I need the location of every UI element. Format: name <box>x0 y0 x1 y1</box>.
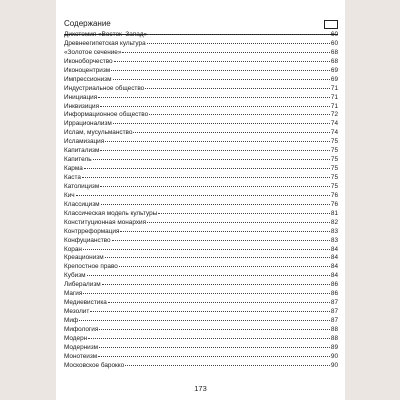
toc-entry-title: Карма <box>64 165 83 173</box>
toc-entry <box>64 111 338 120</box>
toc-entry-leader <box>120 231 329 232</box>
header-box-icon <box>324 20 338 29</box>
toc-entry-page: 88 <box>330 325 338 333</box>
toc-entry-page: 71 <box>330 102 338 110</box>
toc-list <box>64 31 338 371</box>
toc-entry-title: Классицизм <box>64 200 100 208</box>
toc-entry-leader <box>101 204 330 205</box>
toc-entry <box>64 219 338 228</box>
toc-entry-leader <box>84 168 330 169</box>
toc-entry-page: 75 <box>330 147 338 155</box>
toc-entry <box>64 40 338 49</box>
toc-entry-title: Информационное общество <box>64 111 149 119</box>
toc-entry-leader <box>98 97 330 98</box>
toc-entry-title: Магия <box>64 290 83 298</box>
toc-entry-page: 71 <box>330 93 338 101</box>
toc-entry-page: 74 <box>330 129 338 137</box>
toc-entry-title: Иконоцентризм <box>64 66 111 74</box>
toc-entry-leader <box>113 123 330 124</box>
toc-entry-leader <box>122 52 329 53</box>
toc-entry <box>64 58 338 67</box>
toc-entry-leader <box>114 61 330 62</box>
toc-entry-leader <box>83 249 330 250</box>
toc-entry-page: 87 <box>330 317 338 324</box>
toc-entry-page: 69 <box>330 75 338 83</box>
toc-entry-page: 60 <box>330 39 338 47</box>
toc-entry <box>64 67 338 76</box>
toc-entry <box>64 281 338 290</box>
toc-entry-leader <box>113 79 330 80</box>
toc-entry-page: 86 <box>330 281 338 289</box>
book-page <box>56 0 345 400</box>
toc-entry-title: Индустриальное общество <box>64 84 145 92</box>
toc-entry-page: 83 <box>330 227 338 235</box>
toc-entry-title: Каста <box>64 174 81 181</box>
toc-entry <box>64 85 338 94</box>
toc-entry <box>64 165 338 174</box>
toc-entry-page: 74 <box>330 120 338 128</box>
toc-entry-leader <box>87 275 330 276</box>
toc-entry-title: Медиевистика <box>64 299 107 307</box>
toc-entry-title: Капитель <box>64 156 92 164</box>
toc-entry <box>64 210 338 219</box>
toc-entry-title: Импрессионизм <box>64 75 112 83</box>
toc-entry-page: 83 <box>330 236 338 244</box>
toc-entry-leader <box>105 257 330 258</box>
toc-entry-page: 72 <box>330 111 338 119</box>
toc-entry-leader <box>147 43 330 44</box>
toc-entry-title: Модернизм <box>64 343 99 351</box>
toc-entry-page: 68 <box>330 48 338 56</box>
toc-entry-leader <box>93 159 330 160</box>
toc-entry-leader <box>100 150 330 151</box>
toc-entry-title: Московское барокко <box>64 361 125 369</box>
toc-entry-leader <box>133 132 330 133</box>
toc-entry <box>64 246 338 255</box>
toc-entry-leader <box>105 141 330 142</box>
toc-entry-title: Миф <box>64 317 79 324</box>
toc-entry-leader <box>82 177 330 178</box>
toc-entry <box>64 94 338 103</box>
toc-entry-leader <box>158 213 330 214</box>
toc-entry-leader <box>83 293 330 294</box>
toc-entry-page: 89 <box>330 343 338 351</box>
toc-entry <box>64 201 338 210</box>
toc-entry-leader <box>108 302 330 303</box>
toc-entry-leader <box>76 195 330 196</box>
toc-entry <box>64 228 338 237</box>
toc-entry-leader <box>100 106 330 107</box>
toc-entry-leader <box>90 311 330 312</box>
toc-entry <box>64 308 338 317</box>
toc-entry-title: Иррационализм <box>64 120 112 128</box>
page-number: 173 <box>194 384 207 393</box>
toc-entry-leader <box>79 320 330 321</box>
toc-entry-page: 90 <box>330 352 338 360</box>
toc-entry <box>64 290 338 299</box>
toc-entry-title: Конституционная монархия <box>64 218 147 226</box>
toc-entry-page: 75 <box>330 165 338 173</box>
toc-entry <box>64 362 338 371</box>
toc-entry <box>64 129 338 138</box>
toc-entry-page: 76 <box>330 200 338 208</box>
toc-entry <box>64 76 338 85</box>
toc-entry-title: Крепостное право <box>64 263 118 271</box>
toc-entry-leader <box>125 365 330 366</box>
toc-entry <box>64 344 338 353</box>
toc-entry-page: 84 <box>330 254 338 262</box>
toc-entry <box>64 237 338 246</box>
toc-entry-title: Иконоборчество <box>64 57 113 65</box>
toc-entry-page: 60 <box>330 31 338 38</box>
toc-entry <box>64 335 338 344</box>
toc-entry-page: 84 <box>330 245 338 253</box>
toc-entry-title: Креационизм <box>64 254 104 262</box>
toc-entry-leader <box>98 356 330 357</box>
toc-entry <box>64 299 338 308</box>
toc-entry-leader <box>147 222 330 223</box>
toc-entry <box>64 183 338 192</box>
toc-entry <box>64 138 338 147</box>
toc-entry-page: 76 <box>330 191 338 199</box>
toc-entry-page: 81 <box>330 209 338 217</box>
toc-entry-title: Исламизация <box>64 138 105 146</box>
toc-entry-page: 75 <box>330 182 338 190</box>
toc-entry-leader <box>148 34 330 35</box>
toc-entry-page: 86 <box>330 290 338 298</box>
toc-entry-leader <box>111 70 330 71</box>
toc-entry <box>64 147 338 156</box>
toc-entry <box>64 49 338 58</box>
toc-entry-leader <box>119 266 330 267</box>
toc-entry-title: Мезолит <box>64 308 90 316</box>
toc-entry-title: Кич <box>64 191 75 199</box>
toc-entry-leader <box>112 240 330 241</box>
toc-entry-title: Монотеизм <box>64 352 98 360</box>
toc-entry-page: 68 <box>330 57 338 65</box>
toc-entry-leader <box>99 347 330 348</box>
toc-entry <box>64 317 338 326</box>
toc-entry <box>64 156 338 165</box>
toc-entry-title: Кубизм <box>64 272 86 280</box>
toc-entry-page: 75 <box>330 156 338 164</box>
toc-entry-title: Капитализм <box>64 147 100 155</box>
toc-header-title: Содержание <box>64 19 111 28</box>
toc-entry-title: Модерн <box>64 334 88 342</box>
toc-entry-title: Коран <box>64 245 82 253</box>
toc-entry-leader <box>102 284 330 285</box>
toc-entry-leader <box>149 114 330 115</box>
toc-entry-leader <box>145 88 330 89</box>
toc-entry <box>64 31 338 40</box>
toc-entry-title: Классическая модель культуры <box>64 209 158 217</box>
toc-entry-title: Либерализм <box>64 281 101 289</box>
toc-entry-page: 87 <box>330 308 338 316</box>
toc-entry <box>64 120 338 129</box>
toc-entry-title: Контрреформация <box>64 227 120 235</box>
toc-entry-page: 69 <box>330 66 338 74</box>
toc-entry <box>64 263 338 272</box>
toc-entry-leader <box>100 186 330 187</box>
toc-entry <box>64 353 338 362</box>
toc-entry-title: Инициация <box>64 93 98 101</box>
toc-entry-page: 88 <box>330 334 338 342</box>
toc-entry-leader <box>88 338 330 339</box>
toc-entry <box>64 326 338 335</box>
toc-entry <box>64 254 338 263</box>
toc-entry <box>64 174 338 183</box>
toc-entry-page: 84 <box>330 272 338 280</box>
toc-entry-page: 87 <box>330 299 338 307</box>
toc-entry-leader <box>99 329 330 330</box>
toc-entry-title: Конфуцианство <box>64 236 111 244</box>
toc-entry-title: Мифология <box>64 325 99 333</box>
toc-entry-title: Дихотомия «Восток–Запад» <box>64 31 148 38</box>
toc-entry-page: 84 <box>330 263 338 271</box>
toc-entry-title: Древнеегипетская культура <box>64 39 146 47</box>
toc-entry-title: Католицизм <box>64 182 100 190</box>
toc-entry-title: «Золотое сечение» <box>64 48 122 56</box>
toc-entry-title: Ислам, мусульманство <box>64 129 133 137</box>
toc-entry-page: 90 <box>330 361 338 369</box>
toc-entry <box>64 272 338 281</box>
toc-entry <box>64 192 338 201</box>
toc-entry-page: 75 <box>330 174 338 181</box>
toc-entry-page: 71 <box>330 84 338 92</box>
toc-entry-title: Инквизиция <box>64 102 100 110</box>
toc-entry-page: 82 <box>330 218 338 226</box>
toc-entry-page: 75 <box>330 138 338 146</box>
